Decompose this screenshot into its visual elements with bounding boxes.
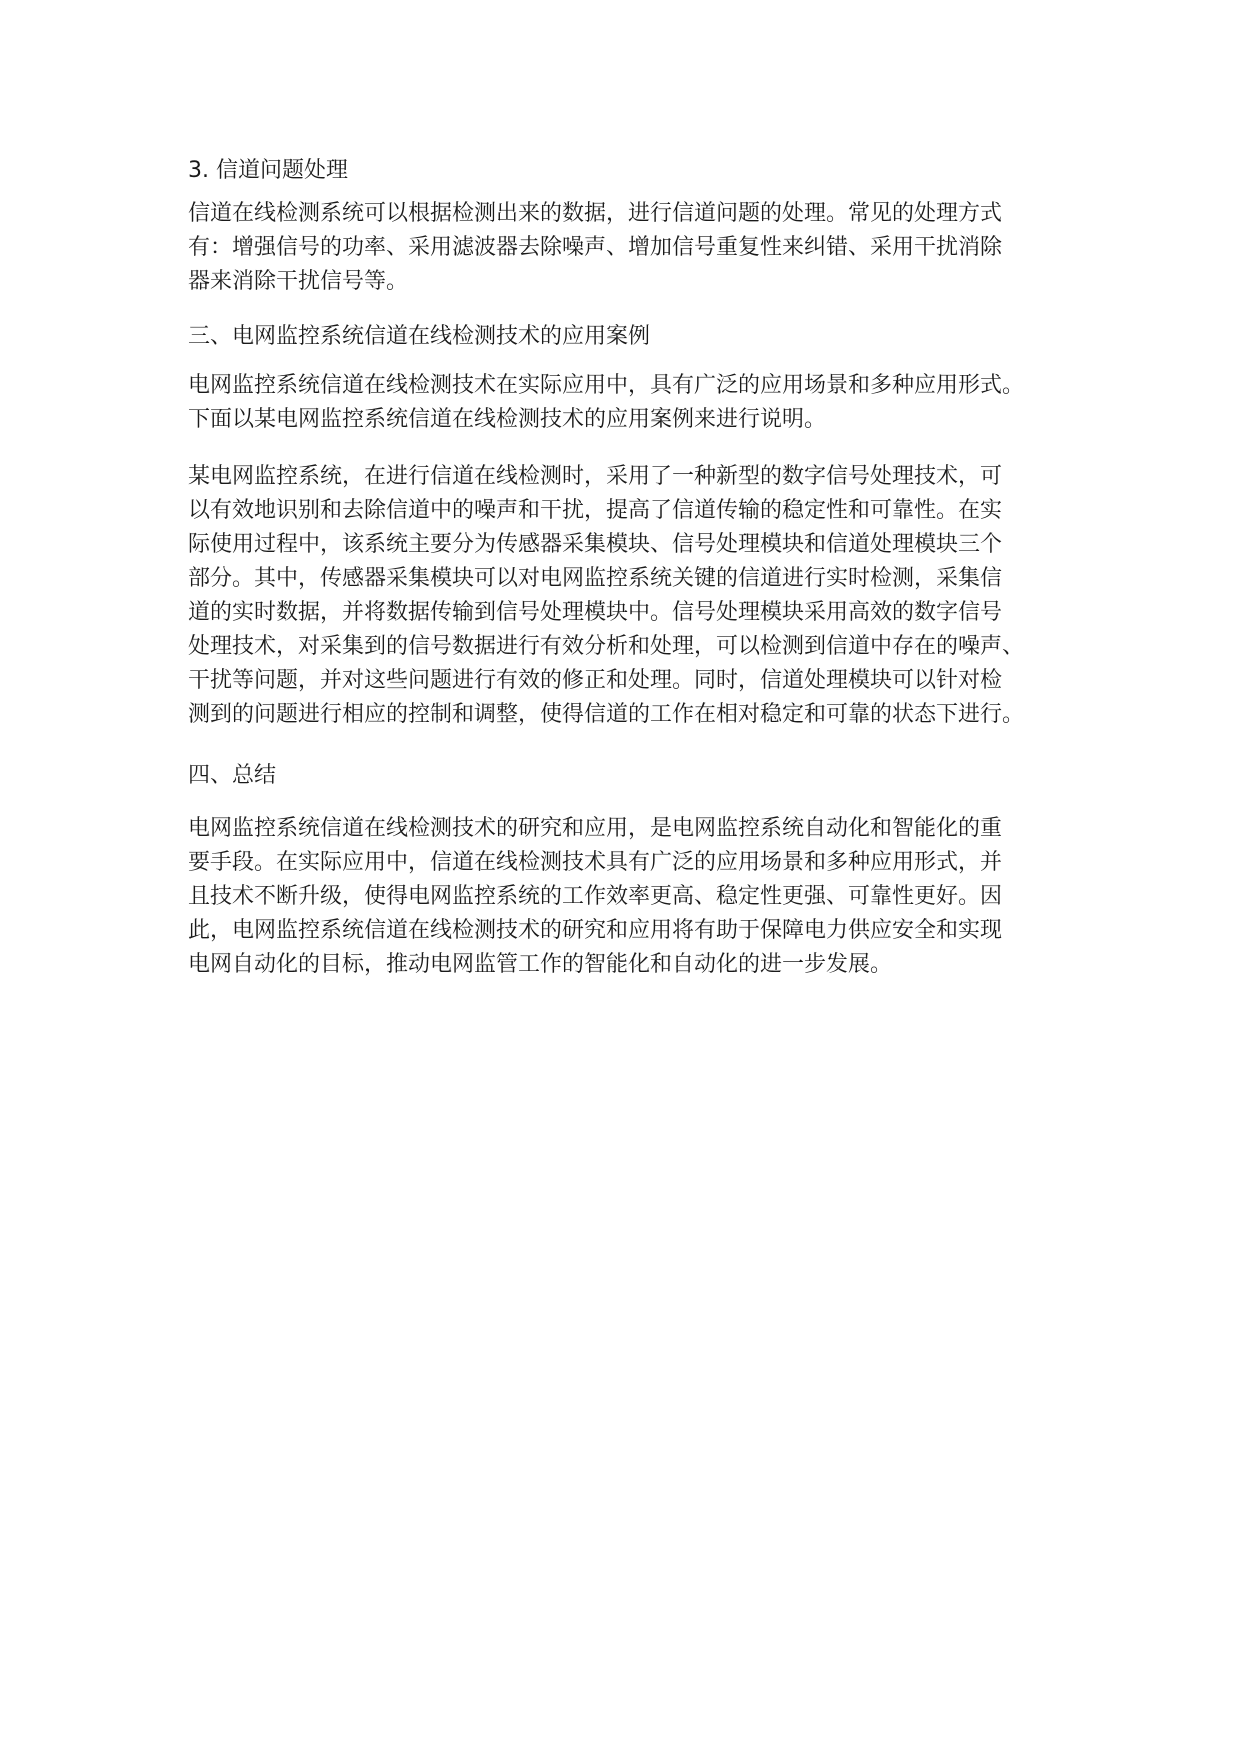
paragraph-line: 以有效地识别和去除信道中的噪声和干扰，提高了信道传输的稳定性和可靠性。在实 — [188, 498, 1003, 523]
paragraph-summary — [188, 812, 1002, 982]
paragraph-line: 部分。其中，传感器采集模块可以对电网监控系统关键的信道进行实时检测，采集信 — [188, 566, 1003, 591]
paragraph-line: 要手段。在实际应用中，信道在线检测技术具有广泛的应用场景和多种应用形式，并 — [188, 850, 1003, 875]
paragraph-line: 电网自动化的目标，推动电网监管工作的智能化和自动化的进一步发展。 — [188, 952, 893, 977]
paragraph-line: 处理技术，对采集到的信号数据进行有效分析和处理，可以检测到信道中存在的噪声、 — [188, 634, 1025, 659]
paragraph-line: 此，电网监控系统信道在线检测技术的研究和应用将有助于保障电力供应安全和实现 — [188, 918, 1003, 943]
paragraph-line: 有：增强信号的功率、采用滤波器去除噪声、增加信号重复性来纠错、采用干扰消除 — [188, 235, 1003, 260]
paragraph-line: 道的实时数据，并将数据传输到信号处理模块中。信号处理模块采用高效的数字信号 — [188, 600, 1003, 625]
paragraph-channel-problem — [188, 197, 1002, 299]
paragraph-line: 且技术不断升级，使得电网监控系统的工作效率更高、稳定性更强、可靠性更好。因 — [188, 884, 1003, 909]
section-heading-summary: 四、总结 — [188, 763, 277, 788]
paragraph-line: 下面以某电网监控系统信道在线检测技术的应用案例来进行说明。 — [188, 407, 827, 432]
paragraph-line: 电网监控系统信道在线检测技术的研究和应用，是电网监控系统自动化和智能化的重 — [188, 816, 1003, 841]
paragraph-line: 干扰等问题，并对这些问题进行有效的修正和处理。同时，信道处理模块可以针对检 — [188, 668, 1003, 693]
paragraph-line: 某电网监控系统，在进行信道在线检测时，采用了一种新型的数字信号处理技术，可 — [188, 464, 1003, 489]
paragraph-line: 电网监控系统信道在线检测技术在实际应用中，具有广泛的应用场景和多种应用形式。 — [188, 373, 1025, 398]
paragraph-line: 测到的问题进行相应的控制和调整，使得信道的工作在相对稳定和可靠的状态下进行。 — [188, 702, 1025, 727]
section-heading-channel-problem: 3. 信道问题处理 — [188, 158, 348, 183]
paragraph-case-intro — [188, 369, 1024, 437]
paragraph-line: 信道在线检测系统可以根据检测出来的数据，进行信道问题的处理。常见的处理方式 — [188, 201, 1003, 226]
paragraph-line: 器来消除干扰信号等。 — [188, 269, 409, 294]
section-heading-application-case: 三、电网监控系统信道在线检测技术的应用案例 — [188, 324, 651, 349]
paragraph-line: 际使用过程中，该系统主要分为传感器采集模块、信号处理模块和信道处理模块三个 — [188, 532, 1003, 557]
paragraph-case-detail — [188, 460, 1024, 732]
